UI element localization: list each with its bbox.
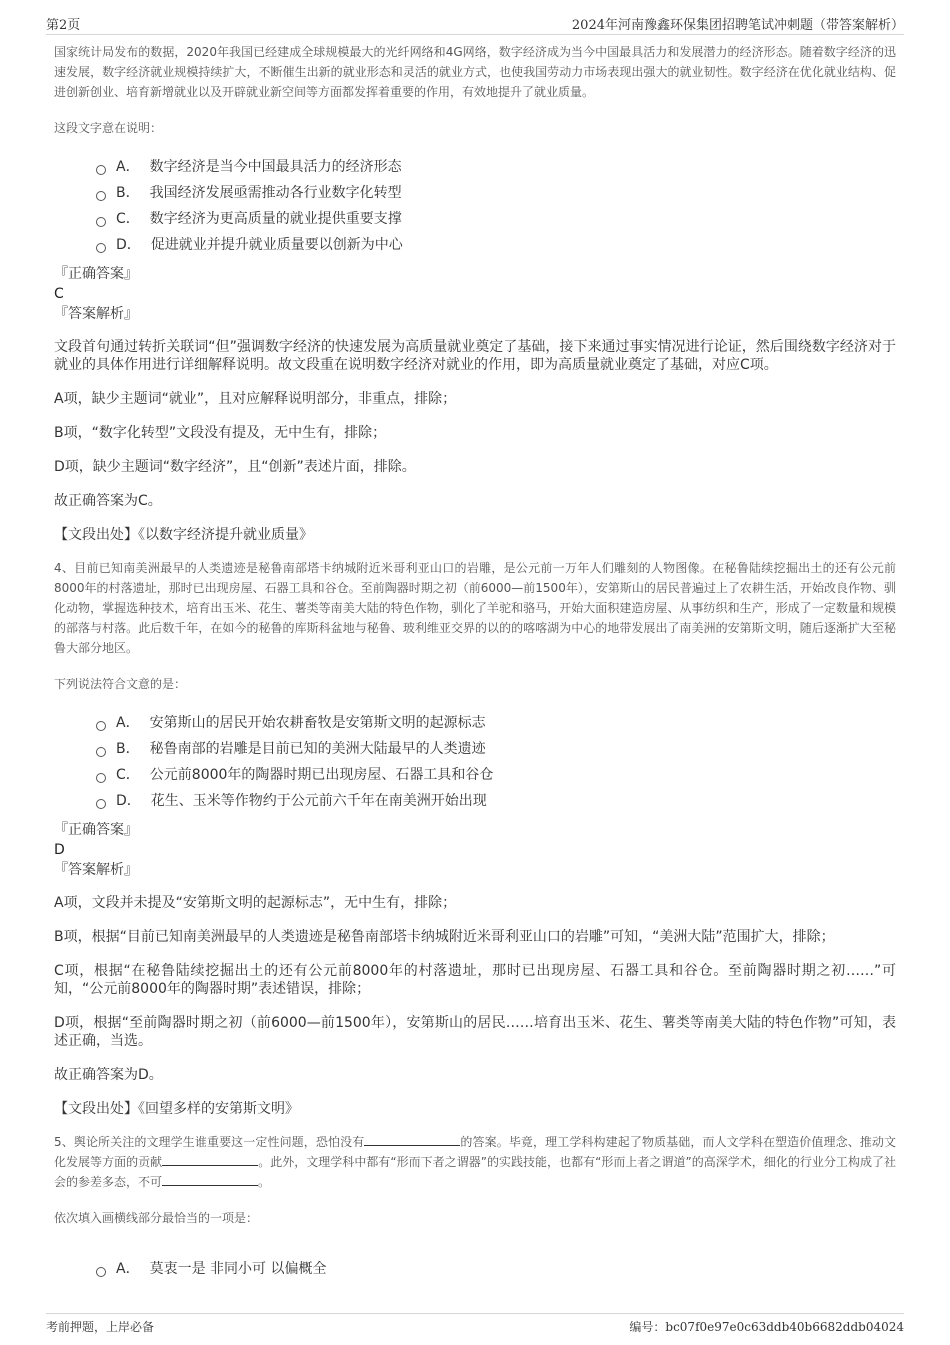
q4-answer: D [54, 842, 65, 858]
page-header [46, 12, 904, 35]
q4-analysis-tag: 『答案解析』 [54, 862, 138, 878]
q3-passage: 国家统计局发布的数据，2020年我国已经建成全球规模最大的光纤网络和4G网络，数字经济成为当今中国最具活力和发展潜力的经济形态。随着数字经济的迅速发展，数字经济就业规模持续扩大，不断催生出新的就业形态和灵活的就业方式，也使我国劳动力市场表现出强大的就业韧性。数字经济在优化就业结构、促进创新创业、培育新增就业以及开辟就业新空间等方面都发挥着重要的作用，有效地提升了就业质量。 [54, 45, 896, 99]
q3-option-c[interactable]: C． 数字经济为更高质量的就业提供重要支撑 [96, 208, 896, 234]
q4-passage: 4、目前已知南美洲最早的人类遗迹是秘鲁南部塔卡纳城附近米哥利亚山口的岩雕，是公元前一万年人们雕刻的人物图像。在秘鲁陆续挖掘出土的还有公元前8000年的村落遗址，那时已出现房屋、石器工具和谷仓。至前陶器时期之初（前6000—前1500年），安第斯山的居民普遍过上了农耕生活，开始改良作物、驯化动物，掌握选种技术，培育出玉米、花生、薯类等南美大陆的特色作物，驯化了羊驼和骆马，开始大面积建造房屋、从事纺织和生产，形成了一定数量和规模的部落与村落。此后数千年，在如今的秘鲁的库斯科盆地与秘鲁、玻利维亚交界的以的的喀喀湖为中心的地带发展出了南美洲的安第斯文明，随后逐渐扩大至秘鲁大部分地区。 [54, 561, 896, 655]
fill-blank [162, 1153, 258, 1166]
q3-answer-tag: 『正确答案』 [54, 266, 138, 282]
document-title: 2024年河南豫鑫环保集团招聘笔试冲刺题（带答案解析） [571, 18, 904, 33]
radio-icon[interactable] [96, 747, 106, 757]
q5-options [96, 1258, 896, 1284]
q3-answer: C [54, 286, 64, 302]
q4-stem: 下列说法符合文意的是： [54, 677, 187, 691]
radio-icon[interactable] [96, 1267, 106, 1277]
q3-stem: 这段文字意在说明： [54, 121, 163, 135]
q3-option-b[interactable]: B． 我国经济发展亟需推动各行业数字化转型 [96, 182, 896, 208]
q5-stem: 依次填入画横线部分最恰当的一项是： [54, 1211, 259, 1225]
q4-option-a[interactable]: A． 安第斯山的居民开始农耕畜牧是安第斯文明的起源标志 [96, 712, 896, 738]
q3-option-a[interactable]: A． 数字经济是当今中国最具活力的经济形态 [96, 156, 896, 182]
q3-analysis-d: D项，缺少主题词“数字经济”，且“创新”表述片面，排除。 [54, 459, 416, 475]
radio-icon[interactable] [96, 191, 106, 201]
radio-icon[interactable] [96, 217, 106, 227]
q4-analysis-a: A项，文段并未提及“安第斯文明的起源标志”，无中生有，排除； [54, 895, 457, 911]
q3-analysis-tag: 『答案解析』 [54, 306, 138, 322]
radio-icon[interactable] [96, 773, 106, 783]
fill-blank [162, 1173, 258, 1186]
page-content [54, 42, 896, 1284]
q3-analysis-main: 文段首句通过转折关联词“但”强调数字经济的快速发展为高质量就业奠定了基础，接下来通过事实情况进行论证，然后围绕数字经济对于就业的具体作用进行详细解释说明。故文段重在说明数字经济对就业的作用，即为高质量就业奠定了基础，对应C项。 [54, 339, 896, 373]
q5-passage: 5、舆论所关注的文理学生谁重要这一定性问题，恐怕没有 的答案。毕竟，理工学科构建起了物质基础，而人文学科在塑造价值理念、推动文化发展等方面的贡献 。此外，文理学科中都有“形而下者之谓器”的实践技能，也都有“形而上者之谓道”的高深学术，细化的行业分工构成了社会的参差多态，不可 。 [54, 1135, 896, 1189]
q5-option-a[interactable]: A． 莫衷一是 非同小可 以偏概全 [96, 1258, 896, 1284]
q4-option-c[interactable]: C． 公元前8000年的陶器时期已出现房屋、石器工具和谷仓 [96, 764, 896, 790]
q4-options [96, 712, 896, 816]
q4-analysis-c: C项，根据“在秘鲁陆续挖掘出土的还有公元前8000年的村落遗址，那时已出现房屋、石器工具和谷仓。至前陶器时期之初……”可知，“公元前8000年的陶器时期”表述错误，排除； [54, 963, 896, 997]
q3-analysis-a: A项，缺少主题词“就业”，且对应解释说明部分，非重点，排除； [54, 391, 457, 407]
q3-conclusion: 故正确答案为C。 [54, 493, 162, 509]
radio-icon[interactable] [96, 799, 106, 809]
q3-source: 【文段出处】《以数字经济提升就业质量》 [54, 527, 313, 543]
fill-blank [364, 1133, 460, 1146]
footer-slogan: 考前押题，上岸必备 [46, 1320, 155, 1334]
q4-analysis-b: B项，根据“目前已知南美洲最早的人类遗迹是秘鲁南部塔卡纳城附近米哥利亚山口的岩雕”可知，“美洲大陆”范围扩大，排除； [54, 929, 835, 945]
q4-analysis-d: D项，根据“至前陶器时期之初（前6000—前1500年），安第斯山的居民……培育出玉米、花生、薯类等南美大陆的特色作物”可知，表述正确，当选。 [54, 1015, 896, 1049]
radio-icon[interactable] [96, 165, 106, 175]
q3-options [96, 156, 896, 260]
radio-icon[interactable] [96, 243, 106, 253]
radio-icon[interactable] [96, 721, 106, 731]
q4-answer-tag: 『正确答案』 [54, 822, 138, 838]
page-number: 第2页 [46, 18, 81, 33]
document-id: 编号：bc07f0e97e0c63ddb40b6682ddb04024 [629, 1320, 904, 1334]
q4-source: 【文段出处】《回望多样的安第斯文明》 [54, 1101, 299, 1117]
q4-conclusion: 故正确答案为D。 [54, 1067, 163, 1083]
q3-analysis-b: B项，“数字化转型”文段没有提及，无中生有，排除； [54, 425, 387, 441]
page-footer [46, 1313, 904, 1336]
q3-option-d[interactable]: D． 促进就业并提升就业质量要以创新为中心 [96, 234, 896, 260]
q4-option-b[interactable]: B． 秘鲁南部的岩雕是目前已知的美洲大陆最早的人类遗迹 [96, 738, 896, 764]
q4-option-d[interactable]: D． 花生、玉米等作物约于公元前六千年在南美洲开始出现 [96, 790, 896, 816]
